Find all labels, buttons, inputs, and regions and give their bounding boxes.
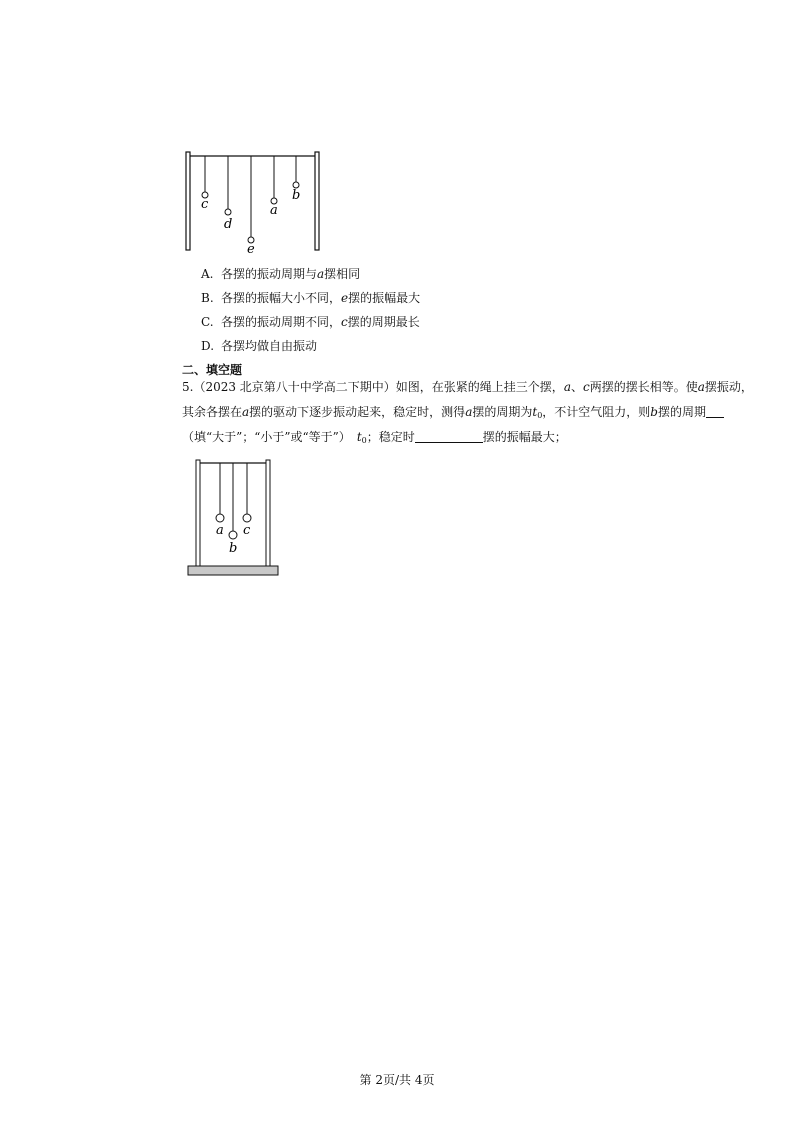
label-b: b (229, 541, 238, 556)
left-post (196, 460, 200, 566)
pendulum-figure-2 (185, 455, 285, 580)
option-b (201, 290, 420, 306)
q-var: t (356, 430, 362, 444)
q-text: 两摆的摆长相等。使 (589, 380, 698, 394)
q-var: a (563, 380, 571, 394)
right-post (315, 152, 319, 250)
option-key: B. (201, 291, 214, 305)
q-var: c (582, 380, 590, 394)
option-key: A. (201, 267, 214, 281)
q-subscript: 0 (361, 436, 367, 445)
label-c: c (201, 197, 209, 212)
label-a: a (216, 523, 224, 538)
option-text: 各摆的振动周期不同， (221, 315, 342, 329)
question-line-1 (182, 379, 753, 395)
answer-blank-1[interactable] (706, 405, 724, 418)
label-b: b (292, 188, 301, 203)
q-var: a (242, 405, 250, 419)
label-c: c (243, 523, 251, 538)
option-var: e (341, 291, 349, 305)
q-text: 摆的驱动下逐步振动起来，稳定时，测得 (249, 405, 466, 419)
pendulum-d-bob (225, 209, 231, 215)
q-text: 摆振动， (704, 380, 753, 394)
q-var: t (532, 405, 538, 419)
option-d (201, 338, 317, 354)
option-key: C. (201, 315, 214, 329)
q-text: 5.（2023 北京第八十中学高二下期中）如图，在张紧的绳上挂三个摆， (182, 380, 564, 394)
label-d: d (224, 217, 233, 232)
page-footer: 第 2页/共 4页 (359, 1073, 435, 1087)
option-key: D. (201, 339, 215, 353)
q-text: 、 (570, 380, 583, 394)
stand-base (188, 566, 278, 575)
right-post (266, 460, 270, 566)
q-subscript: 0 (537, 411, 543, 420)
q-text: 摆的振幅最大； (482, 430, 567, 444)
q-text: 摆的周期为 (472, 405, 533, 419)
option-text-end: 摆的振幅最大 (348, 291, 421, 305)
option-text-end: 摆的周期最长 (347, 315, 420, 329)
pendulum-figure-1 (180, 148, 330, 258)
pendulum-a-bob (216, 514, 224, 522)
option-a (201, 266, 360, 282)
q-text: 摆的周期 (657, 405, 706, 419)
pendulum-c-bob (243, 514, 251, 522)
section-title: 二、填空题 (182, 363, 243, 377)
option-text: 各摆的振动周期与 (221, 267, 318, 281)
label-a: a (270, 203, 278, 218)
question-line-2 (182, 404, 724, 424)
q-text: 其余各摆在 (182, 405, 243, 419)
q-text: ，不计空气阻力，则 (542, 405, 651, 419)
pendulum-b-bob (229, 531, 237, 539)
option-var: c (341, 315, 348, 329)
answer-blank-2[interactable] (415, 430, 483, 443)
option-text: 各摆均做自由振动 (221, 339, 318, 353)
left-post (186, 152, 190, 250)
q-text: ；稳定时 (366, 430, 415, 444)
q-var: a (697, 380, 705, 394)
option-text: 各摆的振幅大小不同， (221, 291, 342, 305)
option-var: a (317, 267, 325, 281)
option-text-end: 摆相同 (324, 267, 361, 281)
q-var: a (465, 405, 473, 419)
q-var: b (650, 405, 658, 419)
label-e: e (247, 242, 255, 257)
question-line-3 (182, 429, 567, 449)
q-text: （填“大于”；“小于”或“等于”） (182, 430, 351, 444)
option-c (201, 314, 420, 330)
